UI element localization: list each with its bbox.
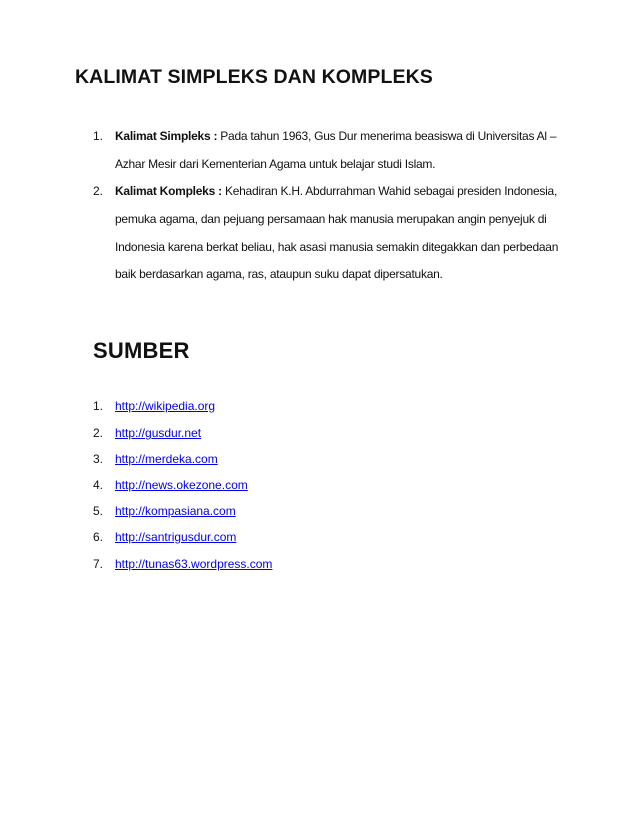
source-link[interactable]: http://santrigusdur.com — [115, 530, 237, 544]
source-number: 7. — [93, 557, 104, 571]
term-label: Kalimat Kompleks : — [115, 184, 222, 198]
item-2-line-3: Indonesia karena berkat beliau, hak asasi manusia semakin ditegakkan dan perbedaan — [115, 240, 559, 254]
list-number: 2. — [93, 184, 104, 198]
source-link[interactable]: http://wikipedia.org — [115, 399, 216, 413]
item-2-line-2: pemuka agama, dan pejuang persamaan hak manusia merupakan angin penyejuk di — [115, 212, 547, 226]
sources-heading: SUMBER — [93, 338, 190, 363]
item-2-text: Kehadiran K.H. Abdurrahman Wahid sebagai presiden Indonesia, — [221, 184, 558, 198]
source-number: 2. — [93, 426, 104, 440]
page-title: KALIMAT SIMPLEKS DAN KOMPLEKS — [75, 66, 433, 88]
source-link[interactable]: http://kompasiana.com — [115, 504, 236, 518]
item-2-line-4: baik berdasarkan agama, ras, ataupun suku dapat dipersatukan. — [115, 267, 443, 281]
source-number: 5. — [93, 504, 104, 518]
item-2-line-1 — [115, 184, 557, 198]
term-label: Kalimat Simpleks : — [115, 129, 218, 143]
source-number: 4. — [93, 478, 104, 492]
list-number: 1. — [93, 129, 104, 143]
item-1-line-2: Azhar Mesir dari Kementerian Agama untuk belajar studi Islam. — [115, 157, 436, 171]
source-link[interactable]: http://news.okezone.com — [115, 478, 248, 492]
source-number: 6. — [93, 530, 104, 544]
source-link[interactable]: http://tunas63.wordpress.com — [115, 557, 273, 571]
item-1-line-1 — [115, 129, 556, 143]
source-number: 3. — [93, 452, 104, 466]
source-link[interactable]: http://gusdur.net — [115, 426, 202, 440]
source-number: 1. — [93, 399, 104, 413]
source-link[interactable]: http://merdeka.com — [115, 452, 218, 466]
item-1-text: Pada tahun 1963, Gus Dur menerima beasiswa di Universitas Al – — [217, 129, 557, 143]
